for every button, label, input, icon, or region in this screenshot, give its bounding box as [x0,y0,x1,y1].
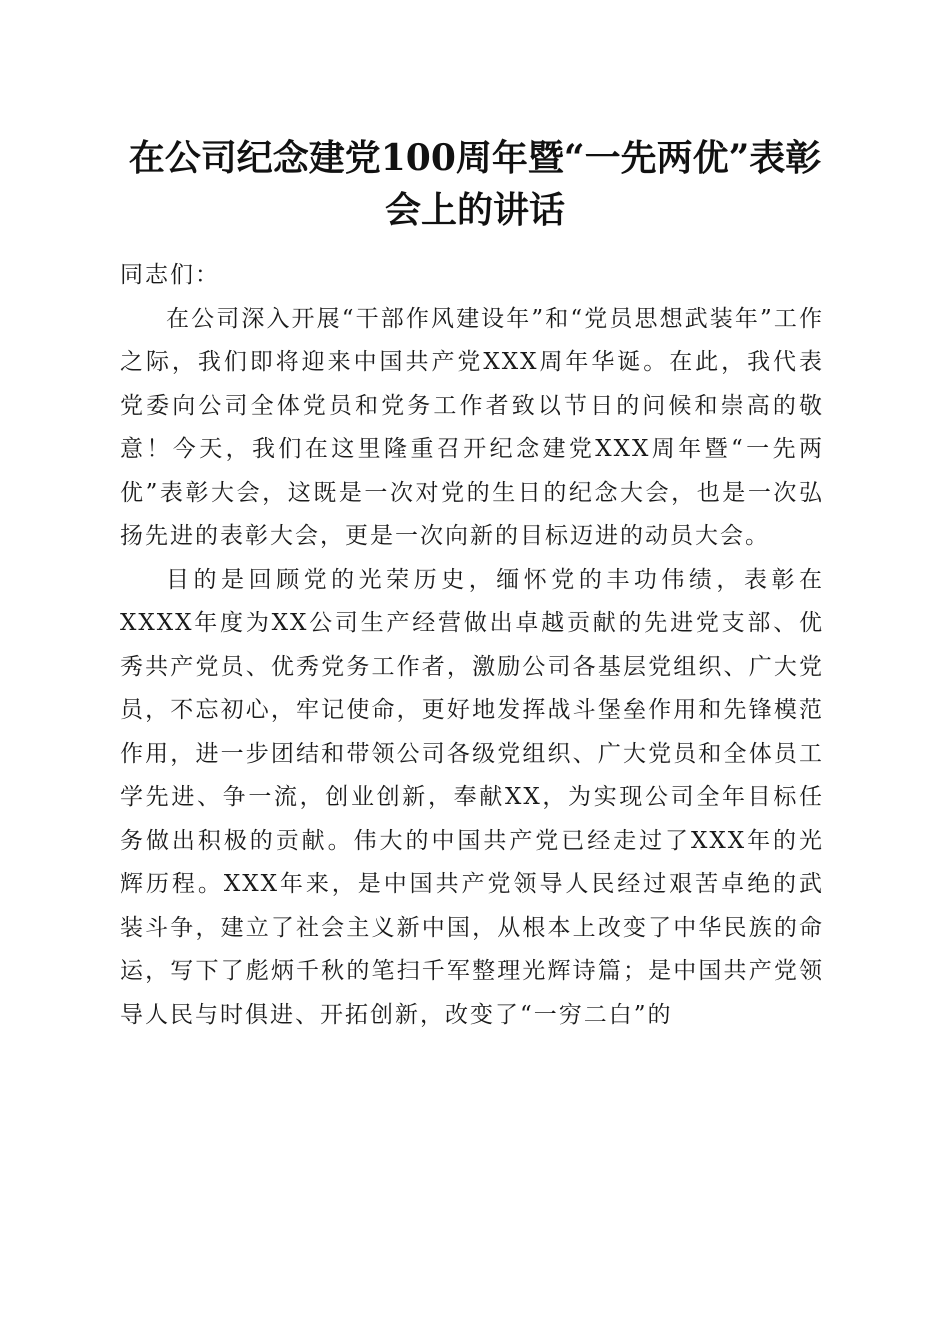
speech-body [120,254,824,1037]
paragraph-1: 在公司深入开展“干部作风建设年”和“党员思想武装年”工作之际，我们即将迎来中国共产党XXX周年华诞。在此，我代表党委向公司全体党员和党务工作者致以节日的问候和崇高的敬意！今天，我们在这里隆重召开纪念建党XXX周年暨“一先两优”表彰大会，这既是一次对党的生日的纪念大会，也是一次弘扬先进的表彰大会，更是一次向新的目标迈进的动员大会。 [120,305,824,549]
speech-title [100,132,850,236]
title-line-2: 会上的讲话 [384,189,565,231]
paragraph-2: 目的是回顾党的光荣历史，缅怀党的丰功伟绩，表彰在XXXX年度为XX公司生产经营做出卓越贡献的先进党支部、优秀共产党员、优秀党务工作者，激励公司各基层党组织、广大党员，不忘初心，牢记使命，更好地发挥战斗堡垒作用和先锋模范作用，进一步团结和带领公司各级党组织、广大党员和全体员工学先进、争一流，创业创新，奉献XX，为实现公司全年目标任务做出积极的贡献。伟大的中国共产党已经走过了XXX年的光辉历程。XXX年来，是中国共产党领导人民经过艰苦卓绝的武装斗争，建立了社会主义新中国，从根本上改变了中华民族的命运，写下了彪炳千秋的笔扫千军整理光辉诗篇；是中国共产党领导人民与时俱进、开拓创新，改变了“一穷二白”的 [120,566,824,1028]
salutation: 同志们： [120,262,220,288]
title-line-1: 在公司纪念建党100周年暨“一先两优”表彰 [128,137,822,179]
